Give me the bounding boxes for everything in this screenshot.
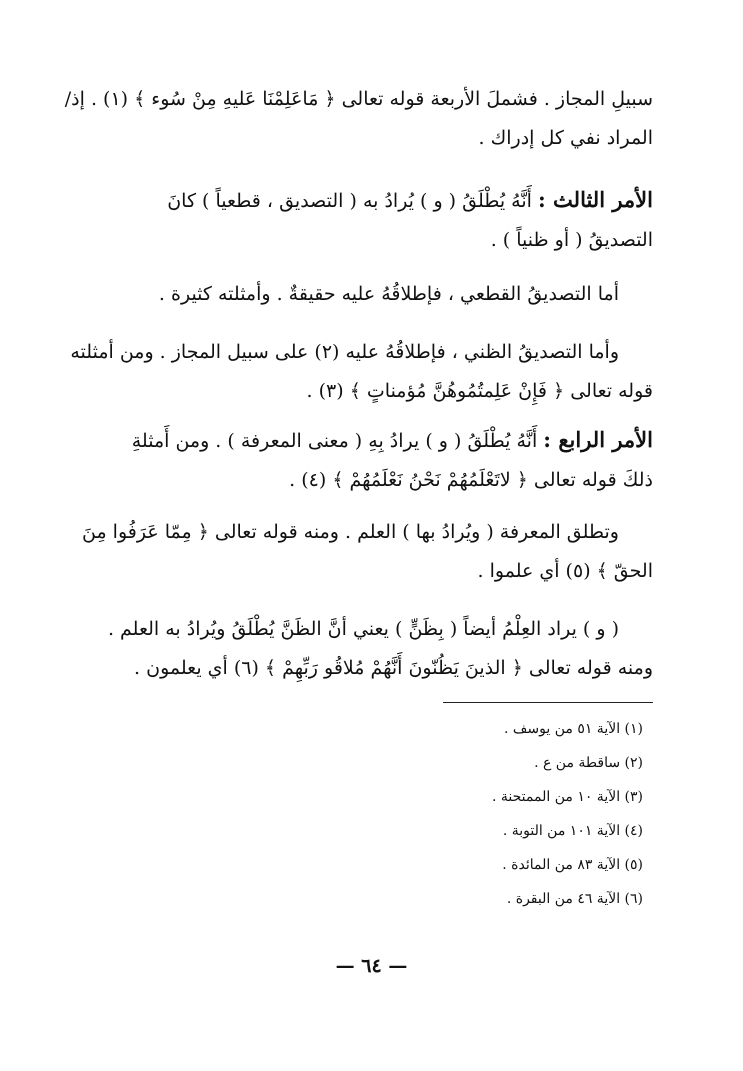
- paragraph-line: قوله تعالى ﴿ فَإِنْ عَلِمتُمُوهُنَّ مُؤمناتٍ ﴾ (٣) .: [306, 380, 653, 402]
- footnote-divider: [443, 702, 653, 703]
- paragraph-3: [58, 275, 653, 314]
- paragraph-fourth-matter: [58, 420, 653, 500]
- paragraph-line: [58, 420, 653, 461]
- page-number: — ٦٤ —: [335, 955, 408, 977]
- paragraph-line: أما التصديقُ القطعي ، فإطلاقُهُ عليه حقيقةٌ . وأمثلته كثيرة .: [158, 283, 619, 305]
- paragraph-line: وتطلق المعرفة ( ويُرادُ بها ) العلم . ومنه قوله تعالى ﴿ مِمّا عَرَفُوا مِنَ: [81, 521, 619, 543]
- footnote-item: (٢) ساقطة من ع .: [534, 755, 643, 771]
- paragraph-line: سبيلِ المجاز . فشملَ الأربعة قوله تعالى ﴿ مَاعَلِمْنَا عَليهِ مِنْ سُوء ﴾ (١) . إذ/: [64, 88, 653, 110]
- paragraph-7: [58, 610, 653, 688]
- paragraph-line: التصديقُ ( أو ظنياً ) .: [490, 229, 653, 251]
- footnote-item: (٣) الآية ١٠ من الممتحنة .: [492, 789, 643, 805]
- paragraph-third-matter: [58, 180, 653, 260]
- paragraph-1: [58, 80, 653, 158]
- paragraph-6: [58, 513, 653, 591]
- paragraph-text: أَنَّهُ يُطْلَقُ ( و ) يُرادُ به ( التصديق ، قطعياً ) كانَ: [167, 190, 532, 212]
- footnote-item: (١) الآية ٥١ من يوسف .: [504, 721, 643, 737]
- paragraph-line: ذلكَ قوله تعالى ﴿ لاتَعْلَمُهُمْ نَحْنُ نَعْلَمُهُمْ ﴾ (٤) .: [289, 469, 653, 491]
- footnote-item: (٦) الآية ٤٦ من البقرة .: [506, 891, 643, 907]
- paragraph-line: الحقّ ﴾ (٥) أي علموا .: [477, 560, 653, 582]
- paragraph-4: [58, 333, 653, 411]
- section-heading: الأمر الثالث :: [537, 187, 653, 212]
- footnote-item: (٥) الآية ٨٣ من المائدة .: [502, 857, 643, 873]
- paragraph-line: ( و ) يراد العِلْمُ أيضاً ( بِظَنٍّ ) يعني أنَّ الظَنَّ يُطْلَقُ ويُرادُ به العلم .: [107, 618, 619, 640]
- section-heading: الأمر الرابع :: [543, 427, 653, 452]
- footnotes: [492, 712, 643, 916]
- paragraph-line: [58, 180, 653, 221]
- paragraph-line: وأما التصديقُ الظني ، فإطلاقُهُ عليه (٢) على سبيل المجاز . ومن أمثلته: [70, 341, 619, 363]
- paragraph-line: ومنه قوله تعالى ﴿ الذينَ يَظُنّونَ أَنَّهُمْ مُلاقُو رَبِّهِمْ ﴾ (٦) أي يعلمون .: [134, 657, 653, 679]
- paragraph-line: المراد نفي كل إدراك .: [478, 127, 653, 149]
- paragraph-text: أَنَّهُ يُطْلَقُ ( و ) يرادُ بِهِ ( معنى المعرفة ) . ومن أَمثلةِ: [131, 430, 538, 452]
- footnote-item: (٤) الآية ١٠١ من التوبة .: [502, 823, 643, 839]
